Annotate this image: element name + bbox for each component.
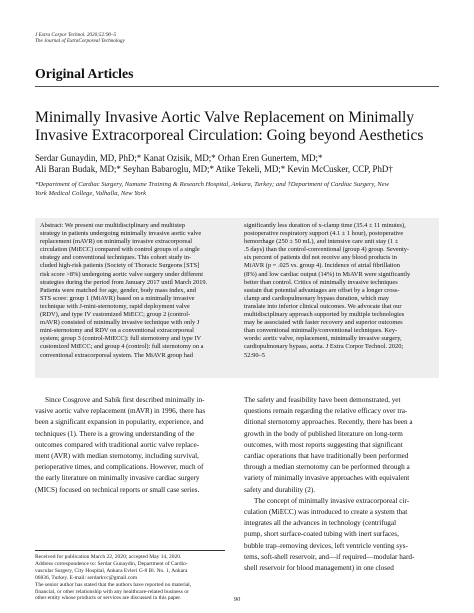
body-line: cardiac operations that have traditionally been performed [244, 452, 409, 461]
abstract-line: cluded high-risk patients (Society of Thoracic Surgeons [STS] [40, 262, 200, 270]
abstract-line: may be associated with faster recovery and superior outcomes [244, 319, 403, 327]
abstract-line: translate into inferior clinical outcomes. We advocate that our [244, 302, 402, 310]
affiliation-line: York Medical College, Valhalla, New York [35, 189, 147, 197]
footnote-line: Received for publication March 22, 2020; accepted May 14, 2020. [35, 554, 182, 560]
body-line: through a median sternotomy can be performed through a [244, 463, 410, 472]
abstract-line: significantly less duration of x-clamp time (35.4 ± 11 minutes), [244, 222, 406, 229]
abstract-line: customized MiECC; and group 4 (control): full sternotomy on a [40, 343, 204, 351]
abstract-line: multidisciplinary approach supported by multiple technologies [244, 311, 405, 319]
abstract-line: Patients were matched for age, gender, body mass index, and [40, 286, 196, 294]
page-number: 90 [233, 596, 241, 603]
abstract-line: risk score >8%) undergoing aortic valve surgery under different [40, 270, 203, 278]
affiliation-line: *Department of Cardiac Surgery, Numune Training & Research Hospital, Ankara, Turkey; and †Department of Cardiac Surgery, New [35, 181, 389, 188]
abstract-line: sustain that potential advantages are offset by a longer cross- [244, 286, 400, 294]
body-line: (MICS) focused on technical reports or small case series. [35, 485, 200, 494]
footnote-rule [35, 550, 225, 551]
body-line: ditional sternotomy approaches. Recently, there has been a [244, 418, 413, 427]
abstract-line: words: aortic valve, replacement, minimally invasive surgery, [244, 335, 402, 343]
heading-rule [35, 86, 439, 87]
abstract-line: (8%) and low cardiac output (14%) in MiAVR were significantly [244, 270, 411, 278]
title-line: Invasive Extracorporeal Circulation: Going beyond Aesthetics [35, 127, 424, 144]
title-line: Minimally Invasive Aortic Valve Replacement on Minimally [35, 109, 415, 126]
abstract-line: better than control. Critics of minimally invasive techniques [244, 278, 398, 286]
abstract-line: cardiopulmonary bypass, aorta. J Extra Corpor Technol. 2020; [244, 343, 404, 351]
abstract-line: MiAVR (p = .025 vs. group 4). Incidence of atrial fibrillation [244, 262, 400, 270]
body-line: growth in the body of published literature on long-term [244, 429, 403, 438]
body-line: vasive aortic valve replacement (mAVR) in 1996, there has [35, 407, 206, 416]
body-right-column [244, 395, 414, 574]
body-line: outcomes, with most reports suggesting that significant [244, 440, 403, 449]
body-line: questions remain regarding the relative efficacy over tra- [244, 407, 408, 416]
body-line: the early literature on minimally invasive cardiac surgery [35, 474, 200, 483]
abstract-line: than conventional minimally/conventional techniques. Key- [244, 327, 398, 335]
abstract-line: six percent of patients did not receive any blood products in [244, 254, 397, 262]
body-line: techniques (1). There is a growing understanding of the [35, 429, 195, 438]
body-line: variety of minimally invasive approaches with equivalent [244, 474, 410, 483]
footnote-line: The senior author has stated that the authors have reported no material, [35, 581, 192, 588]
abstract-line: mAVR) consisted of minimally invasive technique with only J [40, 319, 200, 327]
body-line: Since Cosgrove and Sabik first described minimally in- [45, 396, 205, 404]
footnote-line: Address correspondence to: Serdar Gunaydin, Department of Cardio- [35, 560, 188, 567]
body-line: pump, short surface-coated tubing with inert surfaces, [244, 530, 399, 539]
body-line: The concept of minimally invasive extracorporeal cir- [254, 496, 410, 505]
abstract-line: circulation (MiECC) compared with control groups of a single [40, 246, 200, 254]
abstract-line: 52:90–5 [244, 351, 265, 359]
abstract-line: hemorrhage (250 ± 50 mL), and intensive care unit stay (1 ± [244, 238, 399, 246]
footnote-line: vascular Surgery, City Hospital, Ankara Evleri G-8 Bl. No. 1, Ankara [35, 567, 188, 574]
abstract-right-column [244, 222, 410, 360]
abstract-line: strategies during the period from January 2017 until March 2019. [40, 278, 208, 286]
section-heading: Original Articles [35, 66, 134, 81]
abstract-line: (RDV), and type IV customized MiECC; group 2 (control- [40, 311, 191, 319]
abstract-line: clamp and cardiopulmonary bypass duration, which may [244, 294, 389, 302]
body-line: The safety and feasibility have been demonstrated, yet [244, 396, 401, 404]
abstract-line: Abstract: We present our multidisciplinary and multistep [40, 222, 185, 229]
body-line: integrates all the advances in technology (centrifugal [244, 519, 397, 528]
abstract-line: strategy and conventional techniques. This cohort study in- [40, 254, 192, 262]
journal-name: The Journal of ExtraCorporeal Technology [35, 38, 125, 44]
journal-citation: J Extra Corpor Technol. 2020;52:90–5 [35, 32, 117, 38]
affiliations [35, 181, 445, 199]
body-left-column [35, 395, 205, 496]
body-line: perioperative times, and complications. However, much of [35, 463, 204, 472]
abstract-line: system; group 3 (control-MiECC): full sternotomy and type IV [40, 335, 202, 343]
abstract-line: STS score: group 1 (MiAVR) based on a minimally invasive [40, 294, 195, 302]
abstract-line: .5 days) than the control-conventional (group 4) group. Seventy- [244, 246, 410, 254]
article-title [35, 109, 445, 145]
body-line: bubble trap–removing devices, left ventricle venting sys- [244, 541, 408, 550]
abstract-line: postoperative respiratory support (4.1 ± 1 hour), postoperative [244, 230, 404, 238]
body-line: been a significant expansion in popularity, experience, and [35, 418, 204, 427]
author-list [35, 153, 445, 176]
author-line: Ali Baran Budak, MD;* Seyhan Babaroglu, MD;* Atike Tekeli, MD;* Kevin McCusker, CCP, PhD† [35, 164, 393, 175]
abstract-line: replacement (mAVR) on minimally invasive extracorporeal [40, 238, 192, 246]
abstract-line: technique with J-mini-sternotomy, rapid deployment valve [40, 302, 190, 310]
abstract-left-column [40, 222, 207, 360]
author-line: Serdar Gunaydin, MD, PhD;* Kanat Ozisik, MD;* Orhan Eren Gunertem, MD;* [35, 153, 323, 163]
footnote-line: financial, or other relationship with any healthcare-related business or [35, 588, 189, 595]
abstract-line: conventional extracorporeal system. The MiAVR group had [40, 351, 193, 359]
footnote-line: 06836, Turkey. E-mail: serdarkvc@gmail.com [35, 574, 138, 581]
body-line: ment (AVR) with median sternotomy, including survival, [35, 452, 199, 461]
body-line: outcomes compared with traditional aortic valve replace- [35, 440, 200, 449]
abstract-line: mini-sternotomy and RDV on a conventional extracorporeal [40, 327, 194, 335]
body-line: shell reservoir for blood management) in one closed [244, 564, 394, 573]
body-line: culation (MiECC) was introduced to create a system that [244, 508, 408, 517]
footnote-line: other entity whose products or services are discussed in this paper. [35, 595, 182, 602]
body-line: tems, soft-shell reservoir, and—if required—modular hard- [244, 552, 415, 561]
abstract-line: strategy in patients undergoing minimally invasive aortic valve [40, 230, 202, 238]
body-line: safety and durability (2). [244, 485, 316, 494]
